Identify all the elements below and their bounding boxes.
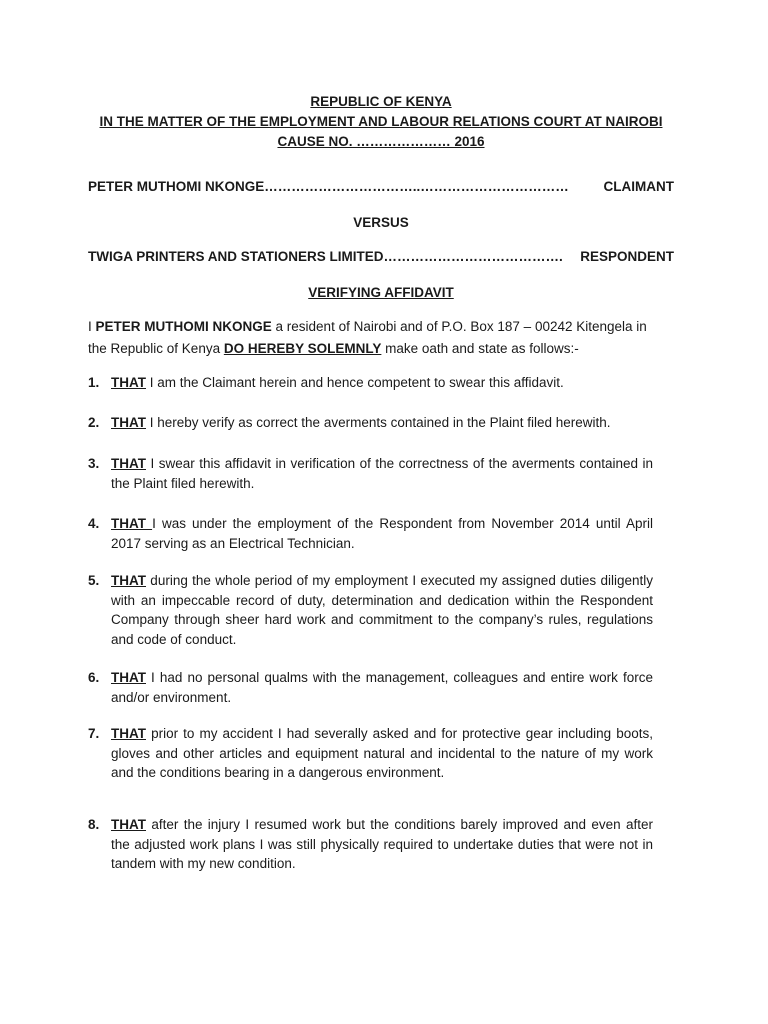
intro-paragraph	[88, 316, 660, 360]
item-text: prior to my accident I had severally asked and for protective gear including boots, gloves and other articles and equipment natural and incidental to the nature of my work and the conditions bearing in a dangerous environment.	[111, 726, 653, 780]
document-title	[88, 283, 674, 303]
item-keyword: THAT	[111, 670, 146, 685]
item-number: 2.	[88, 415, 100, 430]
item-number: 6.	[88, 670, 100, 685]
item-keyword: THAT	[111, 456, 146, 471]
item-number: 4.	[88, 516, 100, 531]
item-text: I swear this affidavit in verification of the correctness of the averments contained in the Plaint filed herewith.	[111, 456, 653, 491]
item-keyword: THAT	[111, 817, 146, 832]
respondent-line	[88, 247, 674, 267]
document-header	[88, 92, 674, 152]
item-keyword: THAT	[111, 726, 146, 741]
item-text: I had no personal qualms with the management, colleagues and entire work force and/or environment.	[111, 670, 653, 705]
respondent-name: TWIGA PRINTERS AND STATIONERS LIMITED	[88, 249, 384, 264]
intro-part-2: a resident of Nairobi and of P.O. Box 187 – 00242 Kitengela in the Republic of Kenya	[88, 319, 647, 356]
respondent-dots: ………………………………….	[383, 249, 563, 264]
item-keyword: THAT	[111, 375, 146, 390]
list-item	[88, 514, 653, 553]
intro-deponent-name: PETER MUTHOMI NKONGE	[95, 319, 272, 334]
claimant-role: CLAIMANT	[603, 179, 674, 194]
intro-part-1: I	[88, 319, 96, 334]
list-item	[88, 815, 653, 874]
list-item	[88, 571, 653, 649]
item-number: 5.	[88, 573, 100, 588]
item-text: during the whole period of my employment I executed my assigned duties diligently with an impeccable record of duty, determination and dedication within the Respondent Company through sheer hard work and commitment to the company’s rules, regulations and code of conduct.	[111, 573, 653, 647]
item-number: 3.	[88, 456, 100, 471]
item-keyword: THAT	[111, 573, 146, 588]
header-court-matter: IN THE MATTER OF THE EMPLOYMENT AND LABOUR RELATIONS COURT AT NAIROBI	[99, 114, 663, 129]
intro-solemn-phrase: DO HEREBY SOLEMNLY	[223, 341, 382, 356]
claimant-dots: ……………………………..……………………………	[264, 179, 569, 194]
header-republic: REPUBLIC OF KENYA	[310, 94, 452, 109]
respondent-role: RESPONDENT	[580, 249, 674, 264]
list-item	[88, 668, 653, 707]
item-number: 1.	[88, 375, 100, 390]
list-item	[88, 454, 653, 493]
item-keyword: THAT	[111, 415, 146, 430]
item-number: 8.	[88, 817, 100, 832]
item-text: I was under the employment of the Respondent from November 2014 until April 2017 serving as an Electrical Technician.	[111, 516, 653, 551]
item-text: I hereby verify as correct the averments contained in the Plaint filed herewith.	[146, 415, 611, 430]
list-item	[88, 373, 653, 393]
claimant-line	[88, 177, 674, 197]
item-text: after the injury I resumed work but the conditions barely improved and even after the adjusted work plans I was still physically required to undertake duties that were not in tandem with my new condition.	[111, 817, 653, 871]
claimant-name: PETER MUTHOMI NKONGE	[88, 179, 265, 194]
affidavit-title: VERIFYING AFFIDAVIT	[308, 285, 454, 300]
item-text: I am the Claimant herein and hence competent to swear this affidavit.	[146, 375, 564, 390]
item-keyword: THAT	[111, 516, 153, 531]
intro-part-3: make oath and state as follows:-	[381, 341, 579, 356]
list-item	[88, 724, 653, 783]
versus-label: VERSUS	[353, 215, 409, 230]
item-number: 7.	[88, 726, 100, 741]
header-cause-number: CAUSE NO. ………………… 2016	[277, 134, 485, 149]
list-item	[88, 413, 653, 433]
